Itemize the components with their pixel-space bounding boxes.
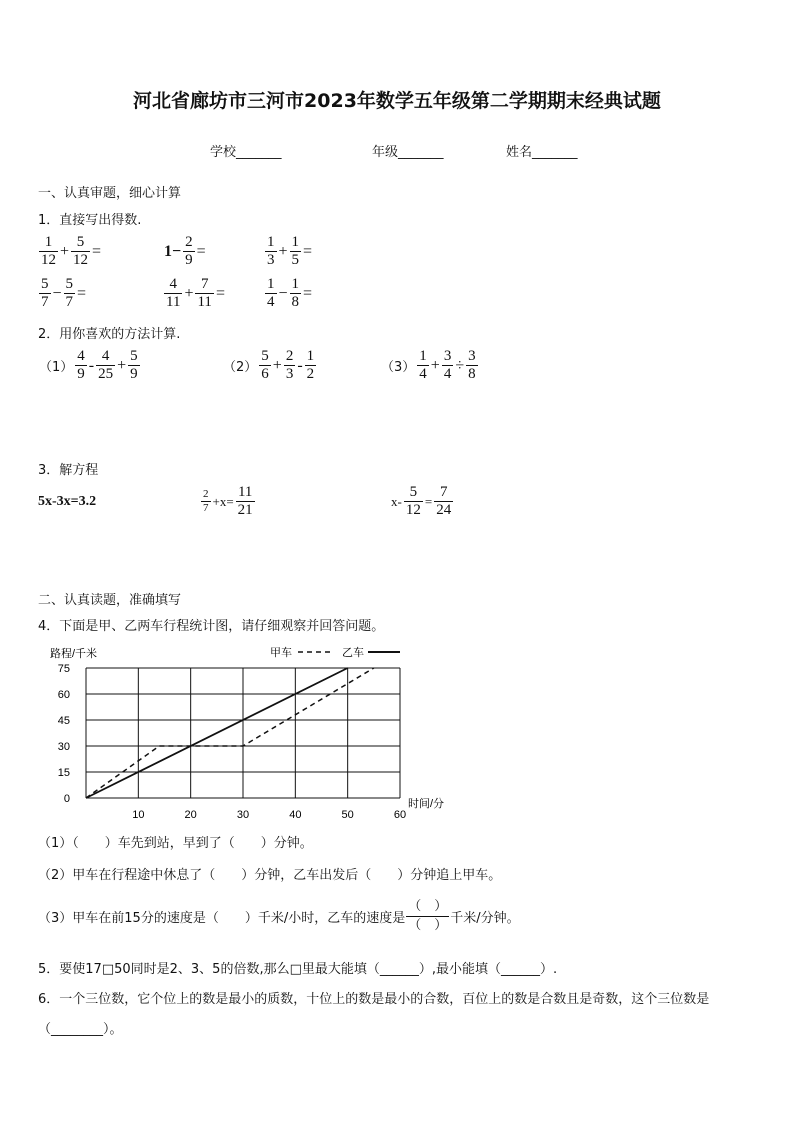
y-tick-label: 0 [63,793,70,805]
x-tick-label: 40 [289,809,302,821]
x-axis-label: 时间/分 [408,798,445,810]
page-title: 河北省廊坊市三河市2023年数学五年级第二学期期末经典试题 [133,90,661,112]
x-tick-label: 60 [393,809,407,821]
series-jia-line [86,668,374,798]
x-tick-label: 20 [184,809,197,821]
y-tick-label: 45 [57,715,70,727]
name-field: 姓名_______ [506,145,578,160]
school-field: 学校_______ [210,145,282,160]
q1-expr-6: $\frac{1}{4}$ − $\frac{1}{8}$ = [267,276,313,310]
series-yi-line [86,668,348,798]
legend-yi-label: 乙车 [342,647,364,659]
q1-expr-1: $\frac{1}{12}$ + $\frac{5}{12}$ = [41,234,102,268]
q1-expr-3: $\frac{1}{3}$ + $\frac{1}{5}$ = [267,234,313,268]
grade-field: 年级_______ [372,145,444,160]
q1-expr-4: $\frac{5}{7}$ − $\frac{5}{7}$ = [41,276,87,310]
section-2-heading: 二、认真读题，准确填写 [38,593,182,608]
question-2: 2．用你喜欢的方法计算. [38,327,181,342]
question-4-3-fraction: $\frac{( )}{( )}$ [408,899,448,933]
q1-expr-2: 1− $\frac{2}{9}$ = [164,234,206,268]
chart-grid [86,668,400,798]
q1-expr-5: $\frac{4}{11}$ + $\frac{7}{11}$ = [166,276,225,310]
travel-chart [38,640,458,830]
y-axis-label: 路程/千米 [50,648,98,660]
question-5: 5．要使17□50同时是2、3、5的倍数,那么□里最大能填（______）,最小能填（______）. [38,962,558,977]
x-tick-label: 30 [236,809,250,821]
equation-3: x- $\frac{5}{12}$ = $\frac{7}{24}$ [391,484,452,518]
question-6-blank: （________）。 [38,1022,123,1037]
equation-2: $\frac{2}{7}$ +x= $\frac{11}{21}$ [203,484,253,518]
question-3: 3．解方程 [38,463,99,478]
y-tick-label: 30 [57,741,70,753]
question-4-3 [38,898,520,935]
x-tick-label: 50 [341,809,354,821]
question-1: 1．直接写出得数. [38,213,142,228]
question-6: 6．一个三位数，它个位上的数是最小的质数，十位上的数是最小的合数，百位上的数是合数且是奇数，这个三位数是 [38,992,710,1007]
question-4-1: （1）（ ）车先到站，早到了（ ）分钟。 [38,836,313,851]
y-tick-label: 60 [57,689,70,701]
q2-expr-1: （1） $\frac{4}{9}$ - $\frac{4}{25}$ + $\frac{5}{9}$ [39,348,138,382]
question-4-2: （2）甲车在行程途中休息了（ ）分钟，乙车出发后（ ）分钟追上甲车。 [38,868,502,883]
y-tick-label: 15 [57,767,70,779]
question-4: 4．下面是甲、乙两车行程统计图，请仔细观察并回答问题。 [38,619,385,634]
equation-1: 5x-3x=3.2 [38,494,97,509]
legend-jia-label: 甲车 [270,647,292,659]
question-4-3-text: （3）甲车在前15分的速度是（ ）千米/小时，乙车的速度是 [38,911,406,926]
section-1-heading: 一、认真审题，细心计算 [38,186,182,201]
q2-expr-3: （3） $\frac{1}{4}$ + $\frac{3}{4}$ ÷ $\frac{3}{8}$ [381,348,476,382]
question-4-3-unit: 千米/分钟。 [450,911,520,926]
x-tick-label: 10 [132,809,145,821]
y-tick-label: 75 [57,663,70,675]
q2-expr-2: （2） $\frac{5}{6}$ + $\frac{2}{3}$ - $\frac{1}{2}$ [223,348,315,382]
